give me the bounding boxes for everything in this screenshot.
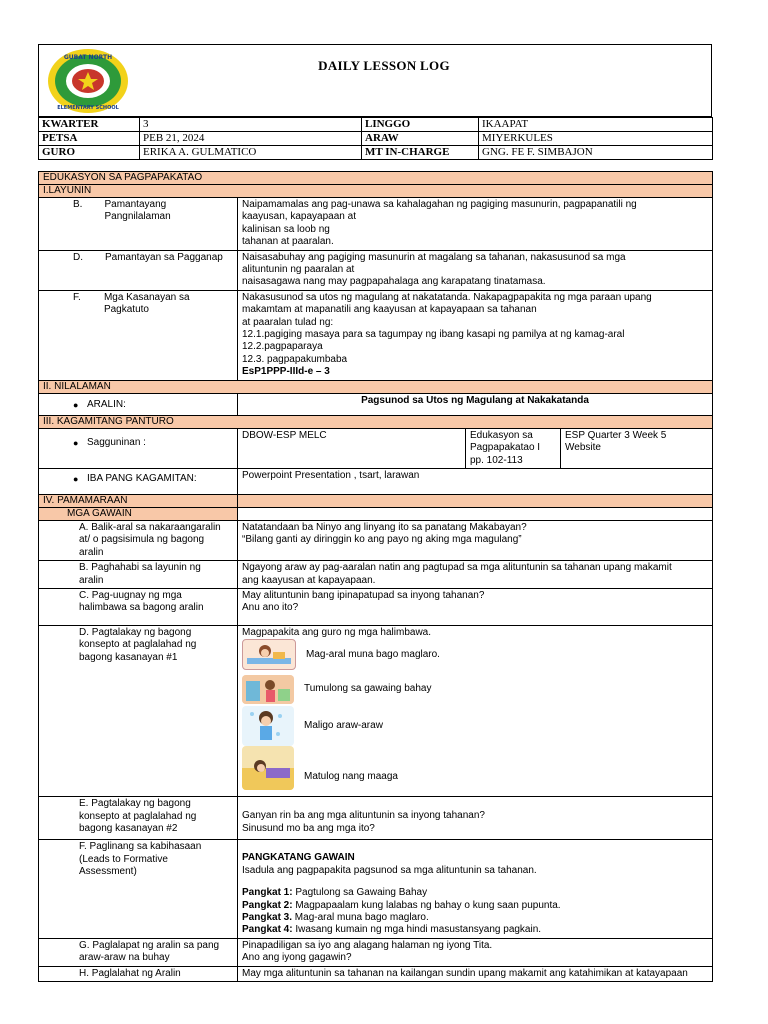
text-line: at/ o pagsisimula ng bagong	[79, 534, 205, 546]
text-line: bagong kasanayan #2	[79, 823, 178, 835]
sanggunian-label: Sagguninan :	[87, 436, 146, 448]
iba-label: IBA PANG KAGAMITAN:	[87, 472, 197, 484]
text-line: at paaralan tulad ng:	[242, 316, 334, 328]
guro-label: GURO	[39, 146, 140, 160]
araw-value: MIYERKULES	[479, 132, 713, 146]
group-activity-heading: PANGKATANG GAWAIN	[242, 852, 355, 864]
group-label: Pangkat 1:	[242, 887, 293, 899]
bullet-icon: ●	[73, 399, 79, 410]
group-text: Iwasang kumain ng mga hindi masustansyang pagkain.	[292, 924, 542, 936]
competency-code: EsP1PPP-IIId-e – 3	[242, 366, 330, 378]
petsa-value: PEB 21, 2024	[140, 132, 362, 146]
mt-label: MT IN-CHARGE	[362, 146, 479, 160]
layunin-row-b	[39, 198, 713, 251]
step-h-row	[39, 966, 713, 981]
group-text: Mag-aral muna bago maglaro.	[292, 911, 429, 923]
nilalaman-heading: II. NILALAMAN	[39, 380, 713, 393]
araw-label: ARAW	[362, 132, 479, 146]
layunin-b-text	[238, 198, 713, 251]
text-line: konsepto at paglalahad ng	[79, 810, 197, 822]
layunin-b-label: Pamantayang Pangnilalaman	[104, 199, 171, 223]
group-item	[242, 924, 708, 936]
text-line: makamtam at mapanatili ang kaayusan at kapayapaan sa tahanan	[242, 304, 537, 316]
text-line: pp. 102-113	[470, 454, 523, 466]
text-line: Ngayong araw ay pag-aaralan natin ang pagtupad sa mga alituntunin sa tahanan upang makamit	[242, 562, 672, 574]
sanggunian-1: DBOW-ESP MELC	[238, 428, 466, 468]
text-line: “Bilang ganti ay diringgin ko ang payo ng aking mga magulang”	[242, 534, 522, 546]
bullet-icon: ●	[73, 437, 79, 448]
sanggunian-row	[39, 428, 713, 468]
group-item	[242, 912, 708, 924]
layunin-f-label: Mga Kasanayan sa Pagkatuto	[103, 291, 190, 316]
page-title: DAILY LESSON LOG	[318, 58, 450, 73]
aralin-row	[39, 393, 713, 415]
step-h-label: H. Paglalahat ng Aralin	[39, 966, 238, 981]
bullet-icon: ●	[73, 473, 79, 484]
info-table	[38, 117, 713, 160]
text-line: Naipamamalas ang pag-unawa sa kahalagahan ng pagiging masunurin, pagpapanatili ng	[242, 199, 637, 210]
step-h-text: May mga alituntunin sa tahanan na kailangan sundin upang makamit ang katahimikan at katayapaan	[238, 966, 713, 981]
kagamitan-heading: III. KAGAMITANG PANTURO	[39, 415, 713, 428]
step-e-row	[39, 797, 713, 840]
text-line: araw-araw na buhay	[79, 952, 170, 964]
linggo-value: IKAAPAT	[479, 118, 713, 132]
example-item: Mag-aral muna bago maglaro.	[306, 648, 440, 660]
text-line: naisasagawa nang may pagpapahalaga ang karapatang tinatamasa.	[242, 276, 546, 288]
group-label: Pangkat 2:	[242, 899, 293, 911]
layunin-f-letter: F.	[73, 291, 81, 303]
text-line: tahanan at paaralan.	[242, 236, 334, 248]
text-line: Ganyan rin ba ang mga alituntunin sa inyong tahanan?	[242, 810, 485, 822]
text-line: Sinusund mo ba ang mga ito?	[242, 822, 375, 834]
text-line: Magpapakita ang guro ng mga halimbawa.	[242, 626, 432, 638]
text-line: kalinisan sa loob ng	[242, 223, 330, 235]
text-line: aralin	[79, 546, 104, 558]
group-text: Magpapaalam kung lalabas ng bahay o kung saan pupunta.	[292, 899, 561, 911]
example-item: Matulog nang maaga	[304, 771, 398, 783]
text-line: halimbawa sa bagong aralin	[79, 602, 204, 614]
example-item: Tumulong sa gawaing bahay	[304, 683, 432, 695]
text-line: (Leads to Formative	[79, 853, 168, 865]
layunin-d-letter: D.	[73, 251, 83, 263]
pamamaraan-heading: IV. PAMAMARAAN	[39, 494, 238, 507]
group-item	[242, 887, 708, 899]
layunin-f-text	[238, 290, 713, 380]
text-line: konsepto at paglalahad ng	[79, 639, 197, 651]
text-line: Pagpapakatao I	[470, 442, 541, 454]
layunin-b-letter: B.	[73, 199, 83, 210]
layunin-d-label: Pamantayan sa Pagganap	[105, 251, 223, 263]
aralin-label: ARALIN:	[87, 398, 126, 410]
text-line: Assessment)	[79, 866, 137, 878]
sanggunian-2	[466, 428, 561, 468]
subject-heading: EDUKASYON SA PAGPAPAKATAO	[39, 172, 713, 185]
text-line: C. Pag-uugnay ng mga	[79, 589, 182, 601]
header-box	[38, 44, 712, 117]
sleeping-illustration	[242, 746, 294, 790]
group-text: Pagtulong sa Gawaing Bahay	[292, 887, 428, 899]
step-g-row	[39, 938, 713, 966]
study-illustration	[242, 639, 296, 670]
text-line: Isadula ang pagpapakita pagsunod sa mga alituntunin sa tahanan.	[242, 864, 537, 876]
step-f-row	[39, 840, 713, 938]
sanggunian-3	[561, 428, 713, 468]
iba-text: Powerpoint Presentation , tsart, larawan	[238, 468, 713, 494]
text-line: Nakasusunod sa utos ng magulang at nakatatanda. Nakapagpapakita ng mga paraan upang	[242, 291, 652, 303]
text-line: B. Paghahabi sa layunin ng	[79, 562, 201, 574]
text-line: D. Pagtalakay ng bagong	[79, 626, 192, 638]
lesson-table	[38, 171, 713, 982]
text-line: 12.1.pagiging masaya para sa tagumpay ng ibang kasapi ng pamilya at ng kamag-aral	[242, 329, 625, 341]
bathing-illustration	[242, 706, 294, 746]
group-item	[242, 900, 708, 912]
example-item: Maligo araw-araw	[304, 720, 383, 732]
step-a-row	[39, 520, 713, 560]
text-line: G. Paglalapat ng aralin sa pang	[79, 939, 220, 951]
svg-text:ELEMENTARY SCHOOL: ELEMENTARY SCHOOL	[57, 105, 119, 111]
mt-value: GNG. FE F. SIMBAJON	[479, 146, 713, 160]
text-line: alituntunin ng paaralan at	[242, 264, 355, 276]
linggo-label: LINGGO	[362, 118, 479, 132]
petsa-label: PETSA	[39, 132, 140, 146]
text-line: May alituntunin bang ipinapatupad sa inyong tahanan?	[242, 589, 485, 601]
text-line: ESP Quarter 3 Week 5	[565, 429, 667, 441]
text-line: F. Paglinang sa kabihasaan	[79, 841, 202, 853]
text-line: Natatandaan ba Ninyo ang linyang ito sa panatang Makabayan?	[242, 521, 527, 533]
layunin-row-d	[39, 250, 713, 290]
text-line: aralin	[79, 574, 104, 586]
step-c-row	[39, 588, 713, 625]
household-chores-illustration	[242, 675, 294, 704]
layunin-heading: I.LAYUNIN	[39, 185, 713, 198]
aralin-text: Pagsunod sa Utos ng Magulang at Nakakatanda	[238, 393, 713, 415]
text-line: A. Balik-aral sa nakaraangaralin	[79, 521, 221, 533]
text-line: Pinapadiligan sa iyo ang alagang halaman ng iyong Tita.	[242, 939, 493, 951]
gawain-heading: MGA GAWAIN	[39, 507, 238, 520]
text-line: kaayusan, kapayapaan at	[242, 211, 356, 223]
text-line: bagong kasanayan #1	[79, 651, 178, 663]
text-line: Ano ang iyong gagawin?	[242, 952, 352, 964]
text-line: Naisasabuhay ang pagiging masunurin at magalang sa tahanan, nakasusunod sa mga	[242, 251, 626, 263]
layunin-d-text	[238, 250, 713, 290]
text-line: Edukasyon sa	[470, 429, 533, 441]
svg-text:GUBAT NORTH: GUBAT NORTH	[63, 54, 113, 61]
step-b-row	[39, 561, 713, 589]
text-line: 12.3. pagpapakumbaba	[242, 353, 348, 365]
text-line: E. Pagtalakay ng bagong	[79, 798, 191, 810]
text-line: ang kaayusan at kapayapaan.	[242, 574, 376, 586]
group-label: Pangkat 4:	[242, 924, 293, 936]
step-d-row	[39, 625, 713, 796]
text-line: Website	[565, 442, 601, 454]
guro-value: ERIKA A. GULMATICO	[140, 146, 362, 160]
text-line: Anu ano ito?	[242, 602, 299, 614]
kwarter-label: KWARTER	[39, 118, 140, 132]
kwarter-value: 3	[140, 118, 362, 132]
group-label: Pangkat 3.	[242, 911, 293, 923]
layunin-row-f	[39, 290, 713, 380]
text-line: 12.2.pagpaparaya	[242, 341, 323, 353]
iba-row	[39, 468, 713, 494]
